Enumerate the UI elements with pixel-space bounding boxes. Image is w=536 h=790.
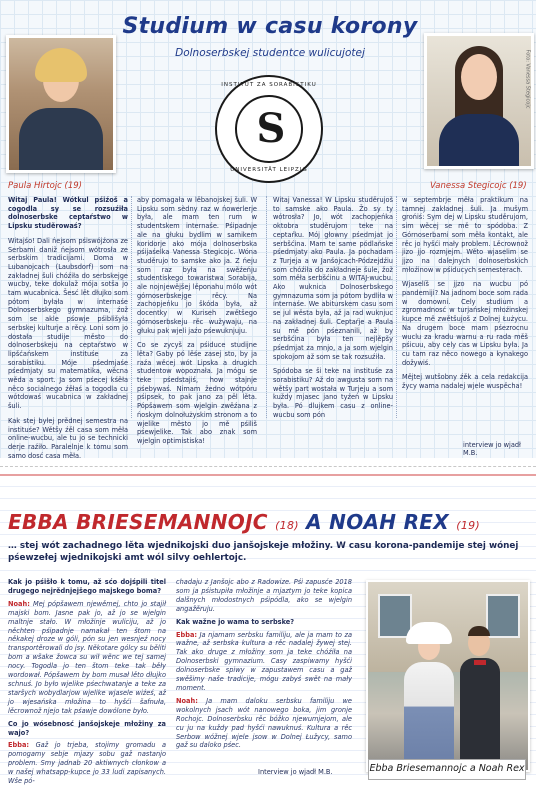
photo-ebba-noah xyxy=(366,580,530,772)
feature-connector: A xyxy=(306,510,322,534)
question: Co jo wósebnosć janšojskeje młožiny za wajo? xyxy=(8,719,166,737)
speaker: Ebba: xyxy=(176,630,198,639)
answer: chadaju z Janšojc abo z Radowize. Pśi zapusće 2018 som ja pśistupiła młožinje a mjaztym jo teke kopica dalšnych młodostnych pśipódla, ako se wjelgin angažěruju. xyxy=(176,578,352,613)
question: Kak jo pśišło k tomu, až sćo dojśpili titel drugego nejrědnjejšego majskego boma? xyxy=(8,578,166,595)
feature-age-1: (18) xyxy=(275,519,299,532)
article-column-3 xyxy=(273,196,393,426)
answer xyxy=(8,600,166,716)
speaker: Ebba: xyxy=(8,741,30,750)
paragraph: aby pomagała w lěbanojskej šuli. W Lipsku som sèdny raz w ńowerlerje była, ale mam ten rum w studentskem internaśe. Pśipadnje ale na głuku bydlim w samikem koridorje ako mója dolnoserbska pśijaśelka Vanessa Stegicojc. Wóna studěrujo to samske ako ja. Z ńeju som raz była na swěźeńju studentiskego towaristwa Sorabija, ale nojnjewějšej lěponahu mólo wót górnoserbskejge rěcy. Na zachopjeńku jo škóda była, až docentky w Kuriseh zwětšego górnoserbskeju rěc wužywaju, na głuku pak wjeli jaźo pśewuknjuju. xyxy=(137,196,257,335)
paragraph: Witaj Paula! Wótkul pśiźoš a cogodla sy se rozsuźiła dolnoserbske ceptaŕstwo w Lipsku studěrowaś? xyxy=(8,196,128,231)
feature-name-1: EBBA BRIESEMANNOJC xyxy=(8,510,268,534)
article-column-4 xyxy=(402,196,528,397)
answer-text: Ja njamam serbsku familiju, ale ja mam to za wažne, až serbska kultura a rěc nadalej žywej stej. Tak ako druge z młožiny som ja teke chóźiła na Dolnoserbski gymnazium. Casy zaspiwamy hyšći dolnoserbske spiwy w zapustawem casu a gaž swěšimy naše tradicije, mógu zabyś swět na mały moment. xyxy=(176,630,352,692)
traditional-headdress xyxy=(406,622,452,644)
column-divider xyxy=(266,196,267,418)
column-divider xyxy=(131,196,132,418)
paragraph: Mějtej wutšobny źěk a cela redakcija žycy wama nadalej wjele wuspěcha! xyxy=(402,373,528,391)
answer xyxy=(8,741,166,786)
page-subtitle: Dolnoserbskej studentce wulicujotej xyxy=(175,47,365,59)
answer-text: Mej pópšawem njewěmej, chto jo stajił majski bom. Jasne pak jo, až jo se wjelgin maltnje stało. W młožinje wuliciju, až jo něchten pśipadnje namakał ten štom na někakej droze w góli, pón su jen wesnjeź nocy transportěrowali do jsy. Někotare gólcy su běliti bom a wšake žowca su wił wěnc we tej samej nocy. Togodla jo ten štom teke tak běły wordował. Pópšawem by bom musał lěto dłujko schnuś. Jo było wjelike pśechwatanje a teke za staršych wobydlarjow wjelike wjasele wiźeś, až jo wjesańska młožina to hyšći šafnuła, lěcrownož njejo tak pśawje dowólone było. xyxy=(8,599,166,715)
bow-tie xyxy=(474,660,486,665)
name-paula: Paula Hirtojc (19) xyxy=(8,181,82,191)
costume-dress xyxy=(404,662,454,772)
paragraph: Co se zycyš za pśiduce studijne lěta? Gaby pó lěśe zasej sto, by ja raźa wěcej wót Lipska a drugich studentow wopoznała. Ja mógu se teke pśedstajiś, how stajnje pśebywaś. Nimam žedno wótpóru pśipsek, to pak jano za pěl lěta. Pópšawem som wjelgin zwěźana z ńoskym dolnołużyskim stronom a to wjelike město jo mě pśiliš pśewjelike. Tak abo znak som wjelgin optimistiska! xyxy=(137,341,257,445)
answer xyxy=(176,631,352,693)
institute-logo xyxy=(215,75,323,183)
photo-vanessa xyxy=(424,33,534,169)
portrait-body xyxy=(19,108,103,173)
logo-letter: S xyxy=(256,105,286,152)
photo-caption: Ebba Briesemannojc a Noah Rex xyxy=(368,759,526,780)
notebook-margin-line xyxy=(0,474,536,476)
interview-column-2 xyxy=(176,578,352,754)
interviewer-signature: interview jo wjadł M.B. xyxy=(463,441,521,457)
window xyxy=(378,594,412,638)
logo-inner-ring xyxy=(235,95,303,163)
feature-age-2: (19) xyxy=(456,519,481,532)
name-vanessa: Vanessa Stegicojc (19) xyxy=(430,181,527,191)
article-column-2 xyxy=(137,196,257,452)
answer xyxy=(176,697,352,750)
question: Kak wažne jo wama to serbske? xyxy=(176,617,295,626)
interview-column-1 xyxy=(8,578,166,790)
paragraph: Witajśo! Dali ńejsom pśiswójźona ze Serbami daniž ńejsom wótrosła ze serbskim tradicijami. Doma w Lubanojcach (Laubsdorf) som na zakładnej šuli chóźiła do serbskejge wucby, teke dokulaž mója sotša jo tam wucabnica. Šesć lět dłujko som pótom byłała w internaśe Dolnoserbskego gymnazuma, źož som se akle pśowje pśiblišyła serbskej kulturje a rěcy. Loni som jo dostała studije město do dolnoserbskeju na ceptaŕstwo w lipšćańskem instituśe za sorabistiku. Móje pśedmjaśe pśedmjaty su matematika, wěcna wěda a sport. Ja som pśecej kśěła něco socialnego źěłaś a togodla cu wótdowaś wucabnica w zakładnej šuli. xyxy=(8,236,128,411)
portrait-hair xyxy=(35,48,87,82)
window xyxy=(486,594,520,638)
paragraph: w septembrje měła praktikum na tamnej zakładnej šuli. Ja mušym grońiś: Sym dej w Lipsku studěrujom, sim wěcej se mě to spódoba. Z Górnoserbami som měła kontakt, ale rěc jo hyšći mały problem. Lěcrownož jizo jjo rozmjejm. Wěto wjaselim se jjzo na dalejnych dolnoserbskich młoźinow w pśiducych semesterach. xyxy=(402,196,528,274)
article-column-1 xyxy=(8,196,128,466)
column-divider xyxy=(396,196,397,418)
paragraph: Spódoba se ši teke na instituśe za sorabistiku? Až do awgusta som na wětšy part wostała w Turjeju a som kuždy mjasec jano tyźeń w Lipsku była. Pó dlujkem casu z online-wucbu som pón xyxy=(273,367,393,419)
paragraph: Kak stej byłej prědnej semestra na instituśe? Wětšy źěl casa som měła online-wucbu, ale tu jo se technicki derje raźiło. Paralelnje k tomu som samo dosć casa měła. xyxy=(8,416,128,460)
feature-name-2: NOAH REX xyxy=(329,510,449,534)
cut-line xyxy=(0,466,536,467)
logo-bottom-text: UNIVERSITÄT LEIPZIG xyxy=(230,167,308,173)
portrait-head xyxy=(461,54,497,100)
feature-lead: … stej wót zachadnego lěta wjednikojski duo janšojskeje młožiny. W casu korona-pandemije stej wónej pśewzełej wjednikojski amt wól silvy oehlertojc. xyxy=(8,541,519,563)
answer-text: Gaž jo trjeba, stojimy gromadu a pomogamy sebje mjazy sobu gaž nastanjo problem. Smy jadnab 20 aktiwnych cłonkow a w našej whatsapp-kupce jo 33 ludi zapisanych. Wše pó- xyxy=(8,741,166,786)
speaker: Noah: xyxy=(8,599,30,608)
interviewer-signature: Interview jo wjadł M.B. xyxy=(258,768,333,776)
photo-credit: Foto: Vanessa Stegicojc xyxy=(524,49,531,109)
portrait-body xyxy=(439,114,519,169)
paragraph: Wjaselíš se jjzo na wucbu pó pandemiji? Na jadnom boce som rada w domowni. Cely studium a zgromadnosć w turjańskej młoźinskej kupce mě zwětšujoš z Dolnej Łużycu. Na drugem boce mam pśezrocnu wuclu za kradu warnu a ru rada měš pśicuu, aby cely cas w Lipsku była. Ja cu tam raz něco nowego a kynakego dožywiś. xyxy=(402,280,528,367)
paragraph: Witaj Vanessa! W Lipsku studěrujoš to samske ako Paula. Žo sy ty wótrosła? Jo, wót zachopjeńka oktobra studěrujom teke na ceptaŕku. Mój głowny pśedmjat jo serbšćina. Mam te same pódlańske pśedmjaty ako Paula. Ja pochadam z Turjeja a w Janšojcach-Pódzejdźiu som chóźiła do zakładneje šule, žož som měła serbšćinu a WITAJ-wucbu. Ako wuknica Dolnoserbskego gymnazuma som ja pótom bydliła w internaśe. We abiturskem casu som se jul wěsta była, až ja rad wuknjuc na zakładnej šuli. Ceptaŕje a Paula su mě pón pśeznanili, až by serbšćina była ten nejlěpšy pśedmjat za mnjo, a ja som wjelgin spokojom až som se tak rozsuźiła. xyxy=(273,196,393,361)
feature-heading xyxy=(8,510,480,534)
answer-text: Ja mam daloku serbsku familiju we wokolnych jsach wót nanowego boka, jim gronje Rochojc. Dolnoserbsku rěc bóžko njewumjejom, ale cu ju na kuždy pad hyšći nawuknuś. Kultura a rěc Serbow wóžnej wjele jsow w Dolnej Łužycy, samo gaž su daloko pśec. xyxy=(176,696,352,750)
suit xyxy=(460,658,500,772)
photo-paula xyxy=(6,35,116,173)
page-title: Studium w casu korony xyxy=(122,14,418,39)
logo-top-text: INSTITUT ZA SORABISTIKU xyxy=(221,82,317,88)
speaker: Noah: xyxy=(176,696,198,705)
